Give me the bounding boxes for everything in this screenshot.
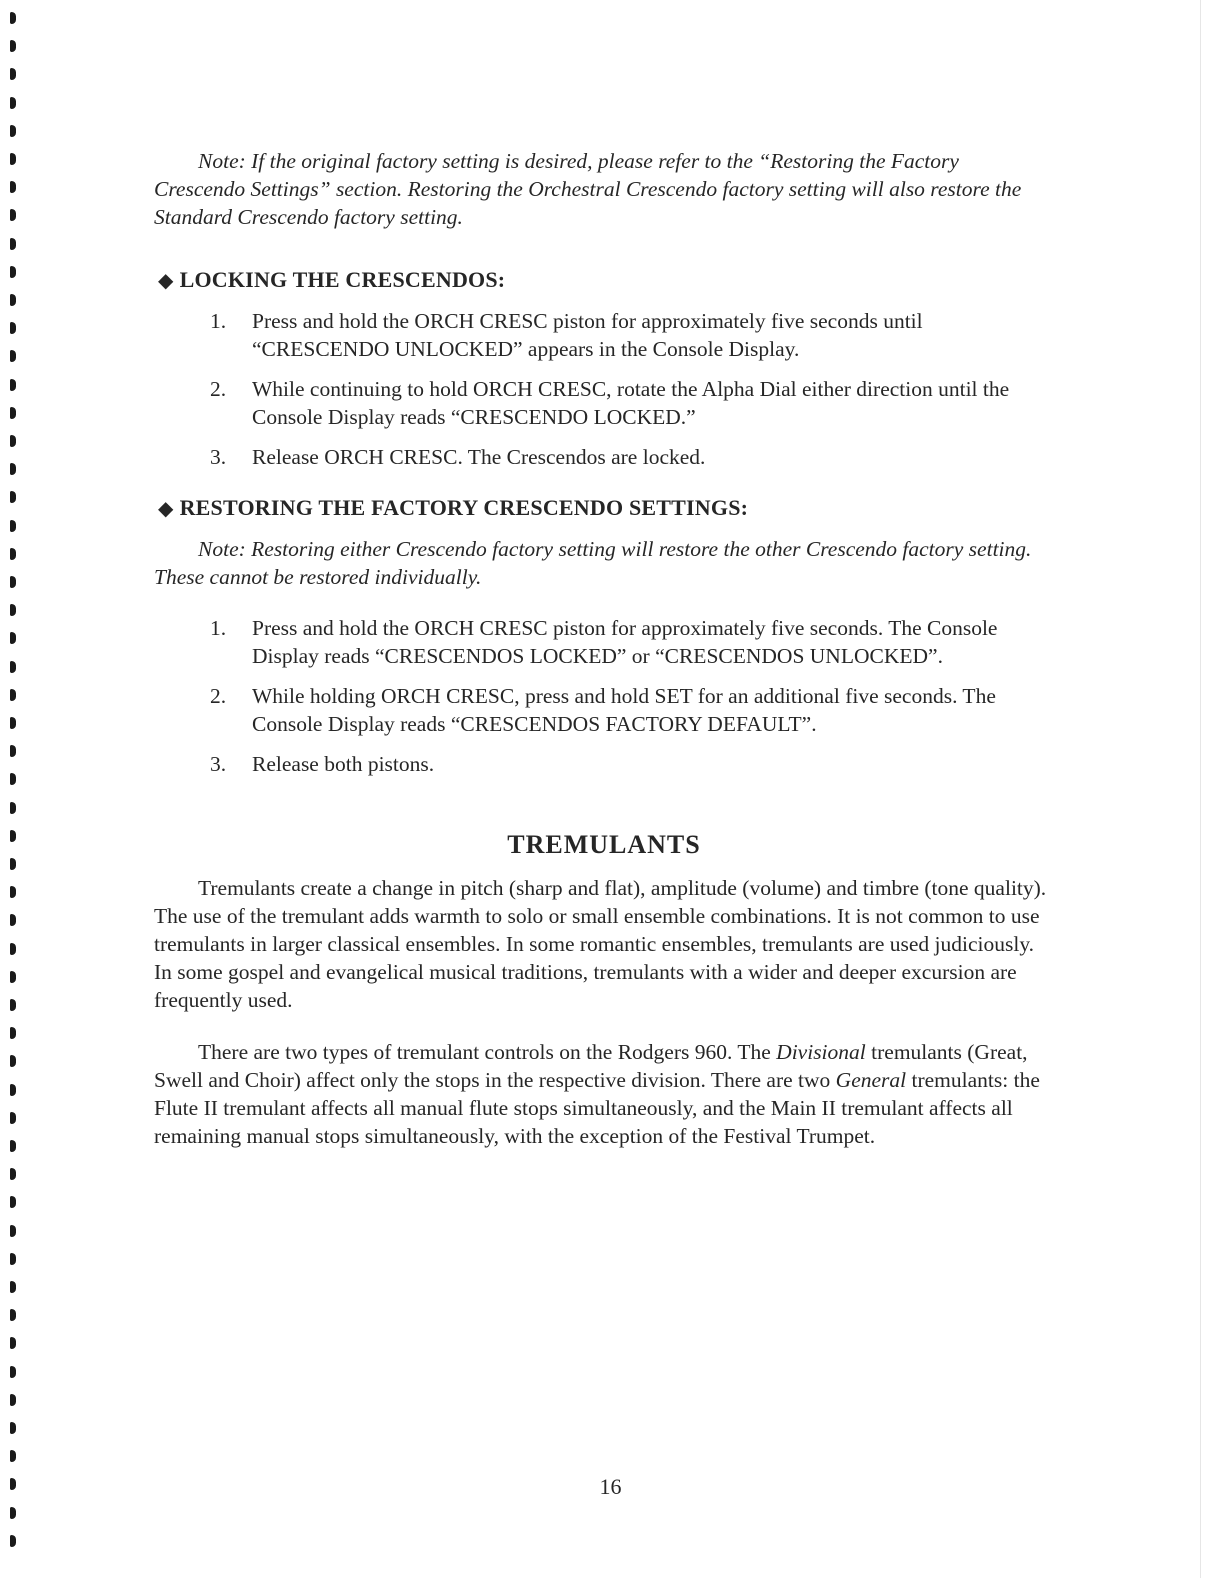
- binding-hole: [10, 1309, 16, 1321]
- binding-hole: [10, 1055, 16, 1067]
- step-number: 1.: [210, 616, 227, 640]
- restoring-heading: [158, 495, 748, 521]
- binding-hole: [10, 632, 16, 644]
- binding-hole: [10, 1450, 16, 1462]
- list-item: [210, 682, 1030, 738]
- binding-hole: [10, 1281, 16, 1293]
- binding-hole: [10, 576, 16, 588]
- diamond-bullet-icon: ◆: [158, 498, 174, 520]
- step-text: While holding ORCH CRESC, press and hold SET for an additional five seconds. The Console Display reads “CRESCENDOS FACTORY DEFAULT”.: [252, 684, 996, 736]
- binding-hole: [10, 491, 16, 503]
- binding-hole: [10, 435, 16, 447]
- list-item: [210, 614, 1030, 670]
- binding-hole: [10, 914, 16, 926]
- binding-hole: [10, 520, 16, 532]
- binding-hole: [10, 548, 16, 560]
- binding-hole: [10, 322, 16, 334]
- binding-hole: [10, 1140, 16, 1152]
- binding-hole: [10, 661, 16, 673]
- tremulants-paragraph-2: [154, 1038, 1054, 1150]
- binding-hole: [10, 294, 16, 306]
- binding-hole: [10, 1112, 16, 1124]
- binding-hole: [10, 943, 16, 955]
- binding-hole: [10, 717, 16, 729]
- para2-text-b: tremulants (Great, Swell and Choir) affect only the stops in the respective division. There are two: [154, 1040, 1028, 1092]
- binding-hole: [10, 886, 16, 898]
- binding-hole: [10, 238, 16, 250]
- binding-hole: [10, 1196, 16, 1208]
- binding-hole: [10, 745, 16, 757]
- list-item: [210, 307, 1030, 363]
- step-number: 2.: [210, 684, 227, 708]
- step-number: 2.: [210, 377, 227, 401]
- binding-hole: [10, 1027, 16, 1039]
- binding-hole: [10, 1507, 16, 1519]
- tremulants-title: TREMULANTS: [507, 830, 701, 859]
- divisional-emphasis: Divisional: [776, 1040, 866, 1064]
- binding-hole: [10, 12, 16, 24]
- step-text: Press and hold the ORCH CRESC piston for approximately five seconds. The Console Display reads “CRESCENDOS LOCKED” or “CRESCENDOS UNLOCKED”.: [252, 616, 998, 668]
- binding-hole: [10, 999, 16, 1011]
- binding-hole: [10, 209, 16, 221]
- step-text: Release both pistons.: [252, 752, 435, 776]
- general-emphasis: General: [835, 1068, 907, 1092]
- binding-hole: [10, 266, 16, 278]
- locking-steps: [210, 307, 1030, 483]
- binding-hole: [10, 604, 16, 616]
- binding-hole: [10, 181, 16, 193]
- restoring-heading-text: RESTORING THE FACTORY CRESCENDO SETTINGS:: [179, 495, 749, 520]
- binding-hole: [10, 858, 16, 870]
- list-item: [210, 750, 1030, 778]
- binding-hole: [10, 68, 16, 80]
- binding-hole: [10, 97, 16, 109]
- binding-hole: [10, 773, 16, 785]
- binding-hole: [10, 1422, 16, 1434]
- binding-hole: [10, 1168, 16, 1180]
- binding-hole: [10, 40, 16, 52]
- step-text: Release ORCH CRESC. The Crescendos are locked.: [252, 445, 706, 469]
- diamond-bullet-icon: ◆: [158, 270, 174, 292]
- step-number: 3.: [210, 752, 227, 776]
- binding-hole: [10, 1253, 16, 1265]
- step-text: While continuing to hold ORCH CRESC, rotate the Alpha Dial either direction until the Console Display reads “CRESCENDO LOCKED.”: [252, 377, 1010, 429]
- tremulants-paragraph-1: Tremulants create a change in pitch (sharp and flat), amplitude (volume) and timbre (tone quality). The use of the tremulant adds warmth to solo or small ensemble combinations. It is not common to use tremulants in larger classical ensembles. In some romantic ensembles, tremulants are used judiciously. In some gospel and evangelical musical traditions, tremulants with a wider and deeper excursion are frequently used.: [154, 876, 1047, 1012]
- factory-setting-note: Note: If the original factory setting is desired, please refer to the “Restoring the Factory Crescendo Settings” section. Restoring the Orchestral Crescendo factory setting will also restore the Standard Crescendo factory setting.: [154, 149, 1022, 229]
- page-number: 16: [599, 1474, 622, 1499]
- binding-hole: [10, 689, 16, 701]
- binding-hole: [10, 1535, 16, 1547]
- binding-hole: [10, 350, 16, 362]
- binding-hole: [10, 1394, 16, 1406]
- locking-heading: [158, 267, 505, 293]
- step-number: 3.: [210, 445, 227, 469]
- step-number: 1.: [210, 309, 227, 333]
- binding-hole: [10, 802, 16, 814]
- page-edge-line: [1200, 0, 1201, 1578]
- restoring-note: Note: Restoring either Crescendo factory setting will restore the other Crescendo factory setting. These cannot be restored individually.: [154, 537, 1032, 589]
- binding-hole: [10, 407, 16, 419]
- binding-hole: [10, 1084, 16, 1096]
- step-text: Press and hold the ORCH CRESC piston for approximately five seconds until “CRESCENDO UNLOCKED” appears in the Console Display.: [252, 309, 923, 361]
- para2-text-a: There are two types of tremulant controls on the Rodgers 960. The: [198, 1040, 777, 1064]
- binding-hole: [10, 379, 16, 391]
- binding-hole: [10, 971, 16, 983]
- para2-text-c: tremulants: the Flute II tremulant affects all manual flute stops simultaneously, and the Main II tremulant affects all remaining manual stops simultaneously, with the exception of the Festival Trumpet.: [154, 1068, 1040, 1148]
- binding-hole: [10, 830, 16, 842]
- locking-heading-text: LOCKING THE CRESCENDOS:: [179, 267, 506, 292]
- list-item: [210, 443, 1030, 471]
- list-item: [210, 375, 1030, 431]
- binding-hole: [10, 1225, 16, 1237]
- binding-hole: [10, 153, 16, 165]
- binding-hole: [10, 463, 16, 475]
- binding-hole: [10, 1337, 16, 1349]
- binding-hole: [10, 125, 16, 137]
- binding-hole: [10, 1366, 16, 1378]
- binding-holes: [10, 12, 22, 1562]
- restoring-steps: [210, 614, 1030, 790]
